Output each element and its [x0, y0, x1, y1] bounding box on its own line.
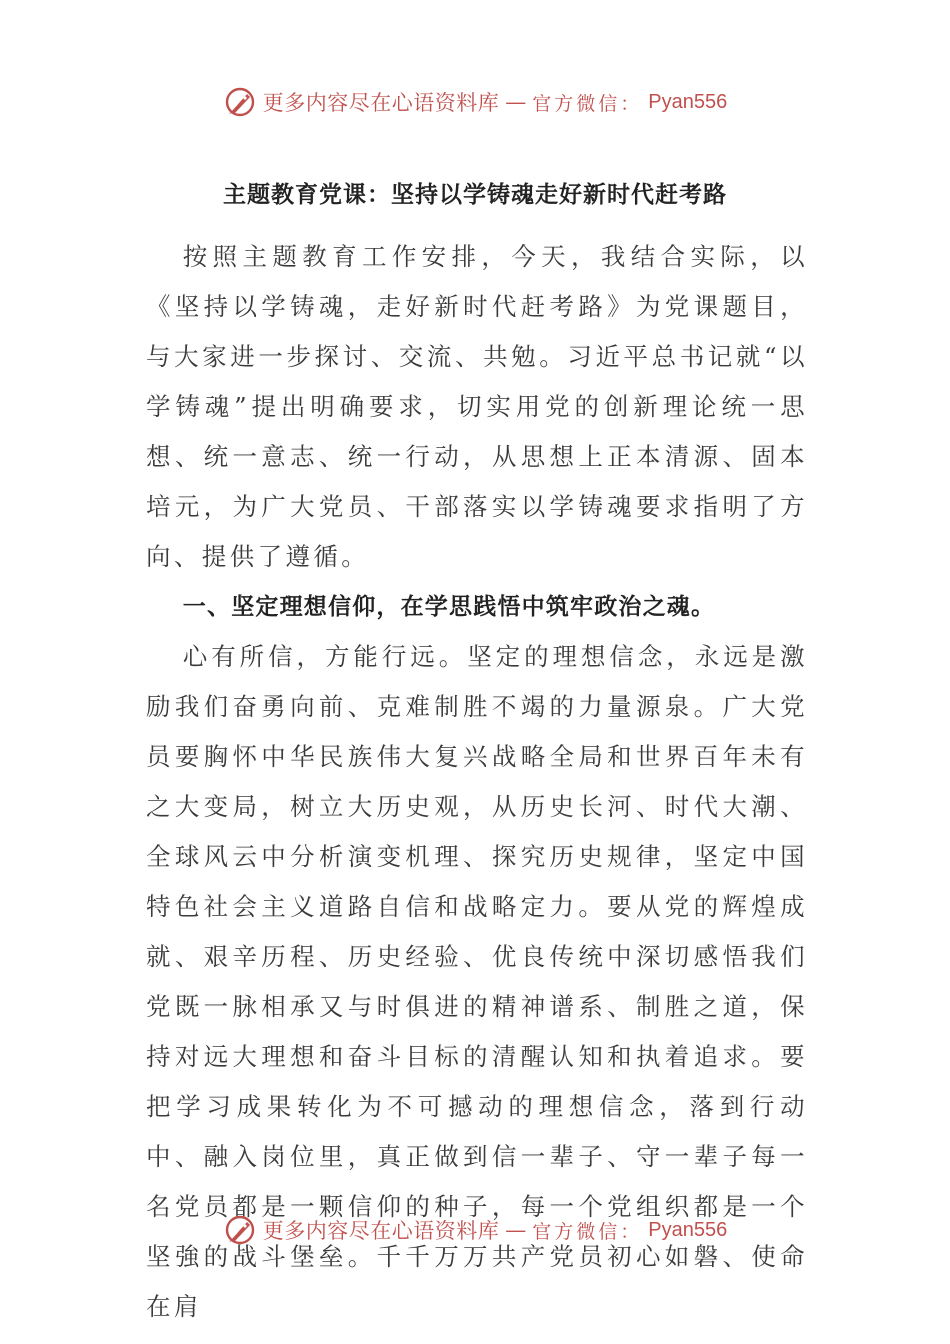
banner-wechat-label: 官方微信： — [532, 1220, 643, 1243]
banner-wechat-label: 官方微信： — [532, 92, 643, 115]
document-title: 主题教育党课：坚持以学铸魂走好新时代赶考路 — [223, 182, 727, 208]
pen-nib-logo-icon — [223, 85, 257, 119]
section-heading-1: 一、坚定理想信仰，在学思践悟中筑牢政治之魂。 — [182, 594, 716, 620]
pen-nib-logo-icon — [223, 1213, 257, 1247]
header-banner — [0, 82, 950, 122]
banner-separator: — — [505, 1218, 527, 1242]
document-body — [146, 232, 808, 1332]
footer-banner — [0, 1210, 950, 1250]
banner-main-text: 更多内容尽在心语资料库 — [262, 1219, 500, 1243]
paragraph-intro: 按照主题教育工作安排，今天，我结合实际，以《坚持以学铸魂，走好新时代赶考路》为党课题目，与大家进一步探讨、交流、共勉。习近平总书记就“以学铸魂”提出明确要求，切实用党的创新理论统一思想、统一意志、统一行动，从思想上正本清源、固本培元，为广大党员、干部落实以学铸魂要求指明了方向、提供了遵循。 — [146, 242, 808, 571]
banner-wechat-id: Pyan556 — [648, 1218, 728, 1241]
banner-wechat-id: Pyan556 — [648, 90, 728, 113]
banner-main-text: 更多内容尽在心语资料库 — [262, 91, 500, 115]
banner-separator: — — [505, 90, 527, 114]
paragraph-section-1: 心有所信，方能行远。坚定的理想信念，永远是激励我们奋勇向前、克难制胜不竭的力量源泉。广大党员要胸怀中华民族伟大复兴战略全局和世界百年未有之大变局，树立大历史观，从历史长河、时代大潮、全球风云中分析演变机理、探究历史规律，坚定中国特色社会主义道路自信和战略定力。要从党的辉煌成就、艰辛历程、历史经验、优良传统中深切感悟我们党既一脉相承又与时俱进的精神谱系、制胜之道，保持对远大理想和奋斗目标的清醒认知和执着追求。要把学习成果转化为不可撼动的理想信念，落到行动中、融入岗位里，真正做到信一辈子、守一辈子每一名党员都是一颗信仰的种子，每一个党组织都是一个坚強的战斗堡垒。千千万万共产党员初心如磐、使命在肩 — [146, 642, 808, 1321]
